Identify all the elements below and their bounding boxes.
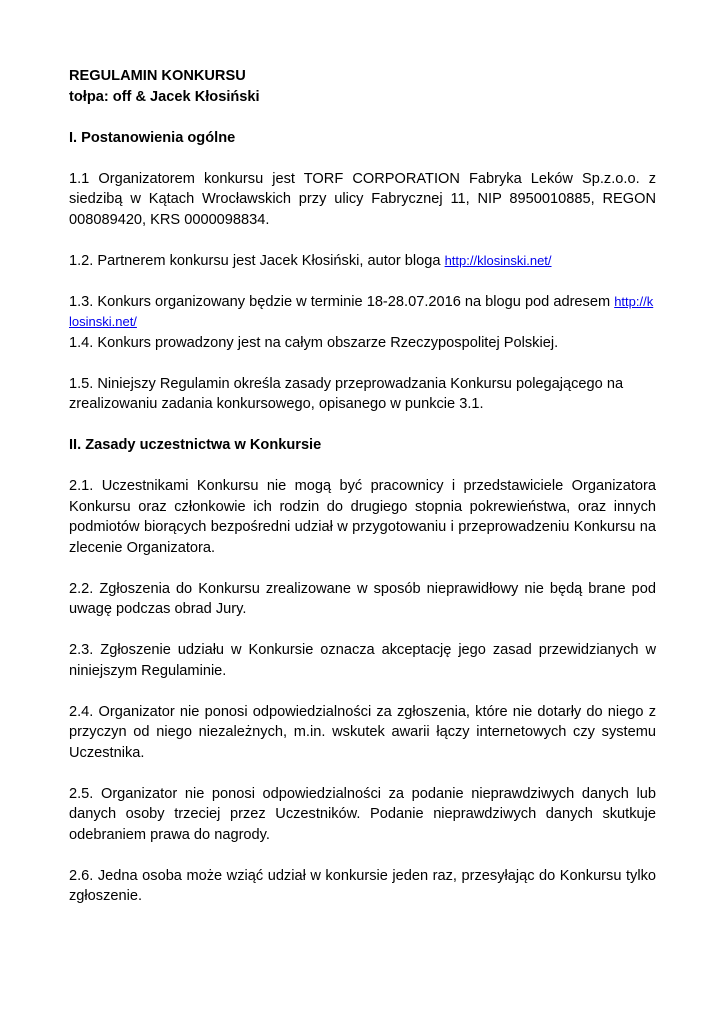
paragraph-1-5: 1.5. Niniejszy Regulamin określa zasady przeprowadzania Konkursu polegającego na zrealizowaniu zadania konkursowego, opisanego w punkcie 3.1. [69, 375, 624, 412]
paragraph-1-1: 1.1 Organizatorem konkursu jest TORF CORPORATION Fabryka Leków Sp.z.o.o. z siedzibą w Kątach Wrocławskich przy ulicy Fabrycznej 11, NIP 8950010885, REGON 008089420, KRS 0000098834. [69, 170, 656, 228]
paragraph-2-4: 2.4. Organizator nie ponosi odpowiedzialności za zgłoszenia, które nie dotarły do niego z przyczyn od niego niezależnych, m.in. wskutek awarii łączy internetowych czy systemu Uczestnika. [69, 703, 656, 761]
paragraph-2-5: 2.5. Organizator nie ponosi odpowiedzialności za podanie nieprawdziwych danych lub danych osoby trzeciej przez Uczestników. Podanie nieprawdziwych danych skutkuje odebraniem prawa do nagrody. [69, 785, 656, 843]
paragraph-2-1: 2.1. Uczestnikami Konkursu nie mogą być pracownicy i przedstawiciele Organizatora Konkursu oraz członkowie ich rodzin do drugiego stopnia pokrewieństwa, oraz innych podmiotów biorących bezpośredni udział w przygotowaniu i przeprowadzeniu Konkursu na zlecenie Organizatora. [69, 478, 656, 556]
paragraph-1-3-text: 1.3. Konkurs organizowany będzie w terminie 18-28.07.2016 na blogu pod adresem [69, 293, 615, 310]
paragraph-2-2: 2.2. Zgłoszenia do Konkursu zrealizowane w sposób nieprawidłowy nie będą brane pod uwagę podczas obrad Jury. [69, 580, 656, 617]
document-page [69, 66, 656, 907]
document-subtitle: tołpa: off & Jacek Kłosiński [69, 88, 260, 105]
paragraph-1-2-text: 1.2. Partnerem konkursu jest Jacek Kłosiński, autor bloga [69, 252, 445, 269]
contest-address-link[interactable]: http://klosinski.net/ [69, 293, 654, 329]
section-1-heading: I. Postanowienia ogólne [69, 129, 236, 146]
blog-link[interactable]: http://klosinski.net/ [444, 252, 552, 268]
document-title: REGULAMIN KONKURSU [69, 68, 246, 84]
paragraph-1-4: 1.4. Konkurs prowadzony jest na całym obszarze Rzeczypospolitej Polskiej. [69, 334, 559, 351]
section-2-heading: II. Zasady uczestnictwa w Konkursie [69, 437, 322, 453]
paragraph-2-6: 2.6. Jedna osoba może wziąć udział w konkursie jeden raz, przesyłając do Konkursu tylko zgłoszenie. [69, 867, 656, 904]
paragraph-1-3 [69, 292, 656, 333]
paragraph-1-2 [69, 251, 656, 272]
paragraph-2-3: 2.3. Zgłoszenie udziału w Konkursie oznacza akceptację jego zasad przewidzianych w niniejszym Regulaminie. [69, 642, 656, 679]
